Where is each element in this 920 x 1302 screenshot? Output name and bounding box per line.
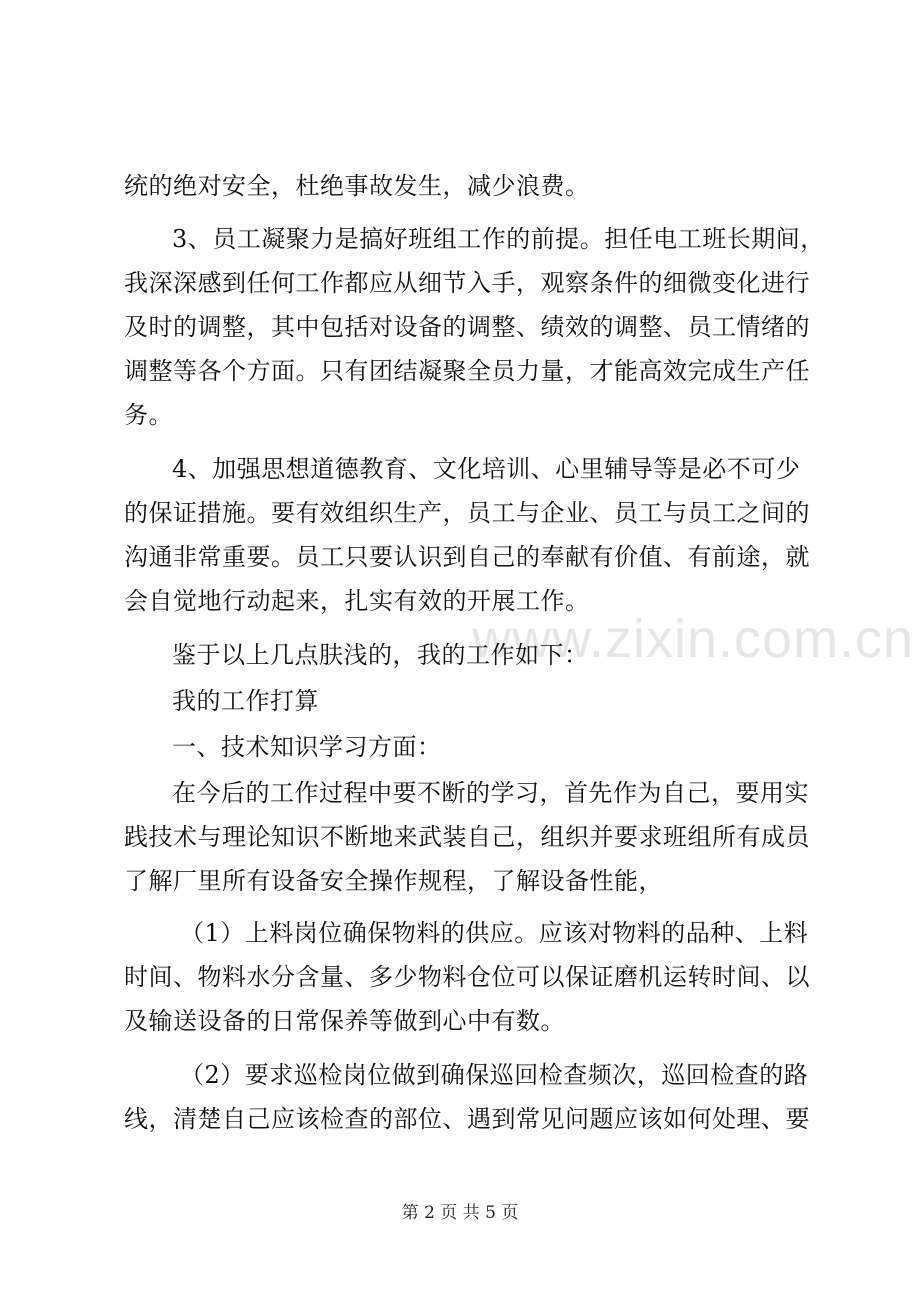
paragraph-line: 调整等各个方面。只有团结凝聚全员力量，才能高效完成生产任 — [124, 357, 810, 385]
paragraph-line: 鉴于以上几点肤浅的，我的工作如下： — [172, 641, 589, 669]
paragraph-line: 了解厂里所有设备安全操作规程，了解设备性能， — [124, 867, 663, 895]
paragraph-line: 沟通非常重要。员工只要认识到自己的奉献有价值、有前途，就 — [124, 543, 810, 571]
paragraph-line: 会自觉地行动起来，扎实有效的开展工作。 — [124, 587, 590, 615]
paragraph-line: 务。 — [124, 401, 173, 429]
paragraph-line: 4、加强思想道德教育、文化培训、心里辅导等是必不可少 — [172, 455, 801, 483]
paragraph-line: 3、员工凝聚力是搞好班组工作的前提。担任电工班长期间， — [172, 225, 825, 253]
paragraph-line: 在今后的工作过程中要不断的学习，首先作为自己，要用实 — [172, 779, 809, 807]
paragraph-line: 线，清楚自己应该检查的部位、遇到常见问题应该如何处理、要 — [124, 1105, 810, 1133]
paragraph-line: 统的绝对安全，杜绝事故发生，减少浪费。 — [124, 172, 590, 200]
section-heading: 我的工作打算 — [172, 687, 319, 715]
paragraph-line: 我深深感到任何工作都应从细节入手，观察条件的细微变化进行 — [124, 269, 810, 297]
paragraph-line: （1）上料岗位确保物料的供应。应该对物料的品种、上料 — [180, 919, 809, 947]
paragraph-line: 的保证措施。要有效组织生产，员工与企业、员工与员工之间的 — [124, 499, 810, 527]
paragraph-line: 及时的调整，其中包括对设备的调整、绩效的调整、员工情绪的 — [124, 313, 810, 341]
paragraph-line: （2）要求巡检岗位做到确保巡回检查频次，巡回检查的路 — [180, 1061, 809, 1089]
paragraph-line: 时间、物料水分含量、多少物料仓位可以保证磨机运转时间、以 — [124, 963, 810, 991]
section-heading: 一、技术知识学习方面： — [172, 733, 442, 761]
paragraph-line: 及输送设备的日常保养等做到心中有数。 — [124, 1007, 565, 1035]
page-number-footer: 第 2 页 共 5 页 — [401, 1203, 519, 1223]
paragraph-line: 践技术与理论知识不断地来武装自己，组织并要求班组所有成员 — [124, 823, 810, 851]
watermark: www.zixin.com.cn — [472, 609, 915, 669]
